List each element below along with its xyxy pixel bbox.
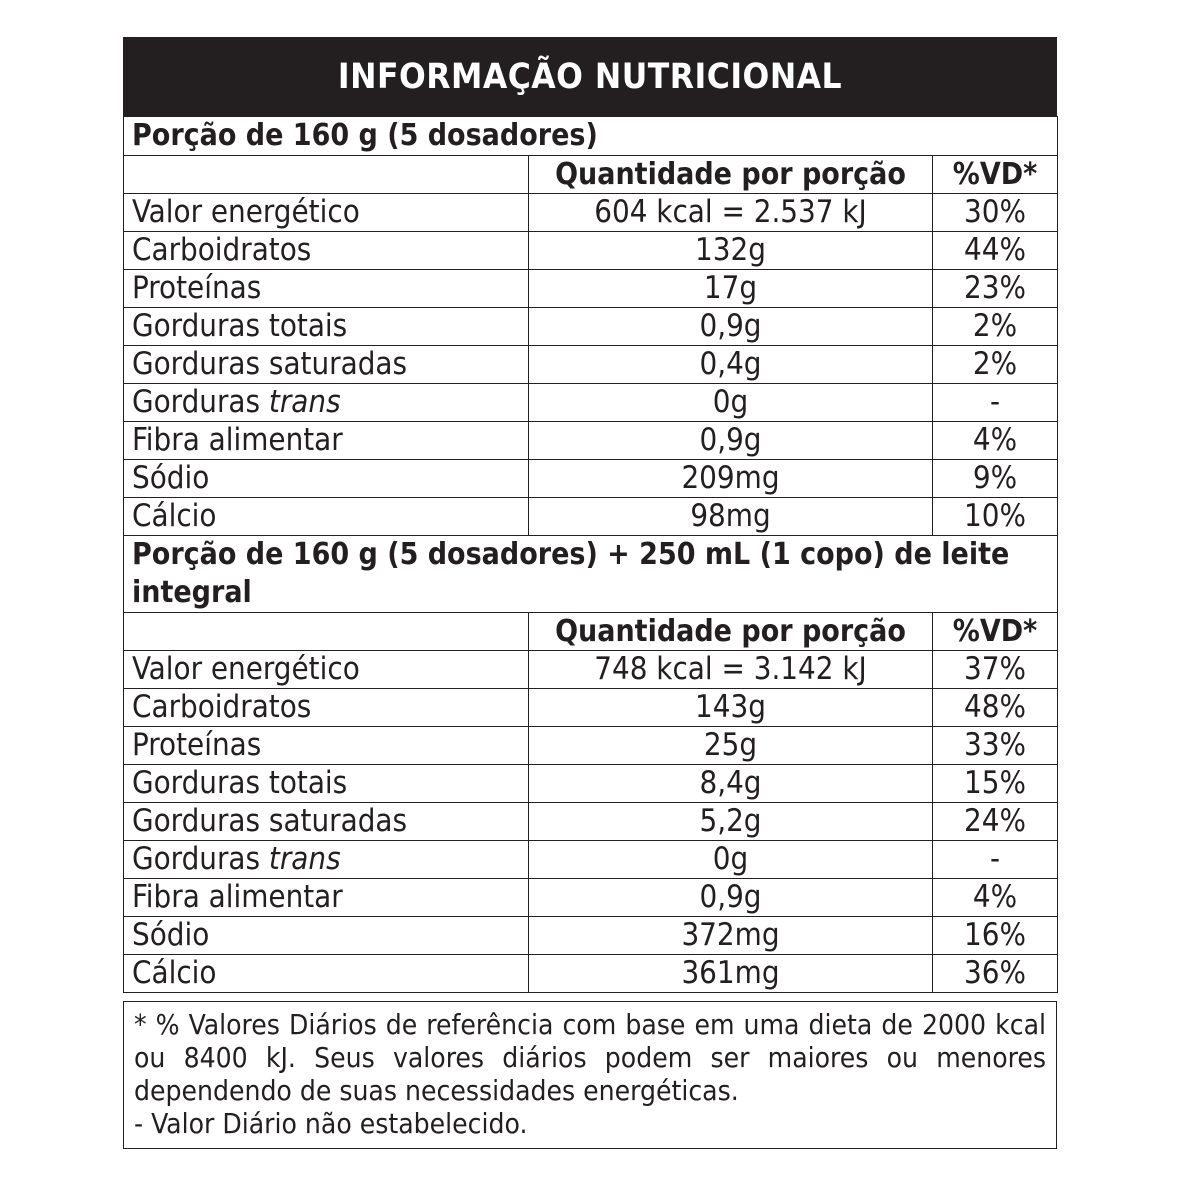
nutrient-name: Sódio (132, 460, 210, 496)
column-header-nutrient (124, 156, 529, 194)
nutrient-amount: 604 kcal = 2.537 kJ (529, 194, 933, 232)
nutrient-name: Cálcio (132, 498, 217, 534)
footnote (123, 1001, 1057, 1149)
nutrient-row (124, 727, 1058, 765)
nutrient-name-cell (124, 232, 529, 270)
column-header-amount: Quantidade por porção (529, 156, 933, 194)
nutrient-row (124, 841, 1058, 879)
nutrient-vd: 10% (933, 498, 1058, 536)
nutrient-name: Sódio (132, 917, 210, 953)
nutrient-name-cell (124, 841, 529, 879)
nutrient-row (124, 879, 1058, 917)
nutrient-vd: 15% (933, 765, 1058, 803)
nutrient-row (124, 498, 1058, 536)
nutrition-table (123, 116, 1058, 993)
nutrient-vd: 44% (933, 232, 1058, 270)
nutrient-amount: 748 kcal = 3.142 kJ (529, 651, 933, 689)
nutrient-name-italic: trans (268, 384, 341, 420)
nutrient-name: Carboidratos (132, 232, 312, 268)
nutrient-name-cell (124, 498, 529, 536)
nutrient-amount: 209mg (529, 460, 933, 498)
nutrient-row (124, 651, 1058, 689)
nutrient-name: Gorduras (132, 384, 261, 420)
nutrient-name: Cálcio (132, 955, 217, 991)
portion-row (124, 536, 1058, 613)
nutrient-vd: 23% (933, 270, 1058, 308)
nutrient-row (124, 765, 1058, 803)
nutrient-amount: 8,4g (529, 765, 933, 803)
nutrient-name-cell (124, 689, 529, 727)
nutrient-name-italic: trans (268, 841, 341, 877)
nutrient-row (124, 955, 1058, 993)
nutrient-name: Carboidratos (132, 689, 312, 725)
nutrient-name-cell (124, 460, 529, 498)
nutrient-vd: 36% (933, 955, 1058, 993)
nutrient-name: Gorduras totais (132, 765, 348, 801)
nutrient-vd: - (933, 384, 1058, 422)
nutrient-row (124, 917, 1058, 955)
nutrient-amount: 143g (529, 689, 933, 727)
nutrient-vd: 9% (933, 460, 1058, 498)
nutrient-row (124, 460, 1058, 498)
portion-row (124, 117, 1058, 156)
nutrient-name-cell (124, 384, 529, 422)
nutrient-amount: 0,9g (529, 879, 933, 917)
nutrient-amount: 0g (529, 841, 933, 879)
nutrient-name: Valor energético (132, 194, 360, 230)
nutrient-name: Gorduras saturadas (132, 346, 408, 382)
nutrient-vd: 24% (933, 803, 1058, 841)
nutrient-amount: 5,2g (529, 803, 933, 841)
nutrient-amount: 0g (529, 384, 933, 422)
nutrient-name-cell (124, 727, 529, 765)
column-header-vd: %VD* (933, 613, 1058, 651)
nutrient-name-cell (124, 346, 529, 384)
nutrient-name-cell (124, 651, 529, 689)
nutrient-name: Fibra alimentar (132, 879, 343, 915)
label-title: INFORMAÇÃO NUTRICIONAL (337, 56, 843, 97)
nutrient-vd: 33% (933, 727, 1058, 765)
nutrient-name-cell (124, 879, 529, 917)
nutrient-name: Gorduras saturadas (132, 803, 408, 839)
nutrient-amount: 17g (529, 270, 933, 308)
nutrient-row (124, 689, 1058, 727)
nutrient-name-cell (124, 765, 529, 803)
nutrient-amount: 132g (529, 232, 933, 270)
nutrient-row (124, 308, 1058, 346)
nutrient-vd: 30% (933, 194, 1058, 232)
nutrient-vd: 4% (933, 879, 1058, 917)
nutrient-amount: 98mg (529, 498, 933, 536)
nutrient-row (124, 270, 1058, 308)
nutrient-vd: 2% (933, 308, 1058, 346)
nutrient-row (124, 422, 1058, 460)
title-bar (123, 37, 1057, 116)
column-header-amount: Quantidade por porção (529, 613, 933, 651)
footnote-not-established: - Valor Diário não estabelecido. (134, 1107, 528, 1140)
nutrient-vd: 4% (933, 422, 1058, 460)
nutrient-name-cell (124, 270, 529, 308)
nutrient-amount: 25g (529, 727, 933, 765)
column-header-vd: %VD* (933, 156, 1058, 194)
nutrient-vd: - (933, 841, 1058, 879)
nutrient-name-cell (124, 422, 529, 460)
portion-size: Porção de 160 g (5 dosadores) + 250 mL (1 copo) de leite integral (124, 536, 1058, 613)
nutrient-row (124, 194, 1058, 232)
nutrient-amount: 0,9g (529, 308, 933, 346)
nutrient-vd: 16% (933, 917, 1058, 955)
nutrient-name-cell (124, 955, 529, 993)
nutrient-vd: 2% (933, 346, 1058, 384)
nutrient-name-cell (124, 194, 529, 232)
nutrient-row (124, 232, 1058, 270)
nutrient-amount: 0,9g (529, 422, 933, 460)
column-header-row (124, 613, 1058, 651)
footnote-reference: * % Valores Diários de referência com base em uma dieta de 2000 kcal ou 8400 kJ. Seus valores diários podem ser maiores ou menores dependendo de suas necessidades energéticas. (134, 1008, 1046, 1107)
nutrient-amount: 361mg (529, 955, 933, 993)
nutrient-name-cell (124, 917, 529, 955)
nutrition-label (123, 37, 1057, 1178)
nutrient-name: Proteínas (132, 270, 262, 306)
nutrient-name-cell (124, 308, 529, 346)
nutrient-vd: 37% (933, 651, 1058, 689)
nutrient-name: Fibra alimentar (132, 422, 343, 458)
nutrient-name: Gorduras totais (132, 308, 348, 344)
column-header-row (124, 156, 1058, 194)
column-header-nutrient (124, 613, 529, 651)
nutrient-name: Proteínas (132, 727, 262, 763)
nutrient-name: Valor energético (132, 651, 360, 687)
nutrient-row (124, 346, 1058, 384)
nutrient-row (124, 384, 1058, 422)
nutrient-amount: 0,4g (529, 346, 933, 384)
portion-size: Porção de 160 g (5 dosadores) (124, 117, 1058, 156)
nutrient-name-cell (124, 803, 529, 841)
nutrition-table-body (124, 117, 1058, 993)
nutrient-vd: 48% (933, 689, 1058, 727)
nutrient-amount: 372mg (529, 917, 933, 955)
nutrient-name: Gorduras (132, 841, 261, 877)
nutrient-row (124, 803, 1058, 841)
